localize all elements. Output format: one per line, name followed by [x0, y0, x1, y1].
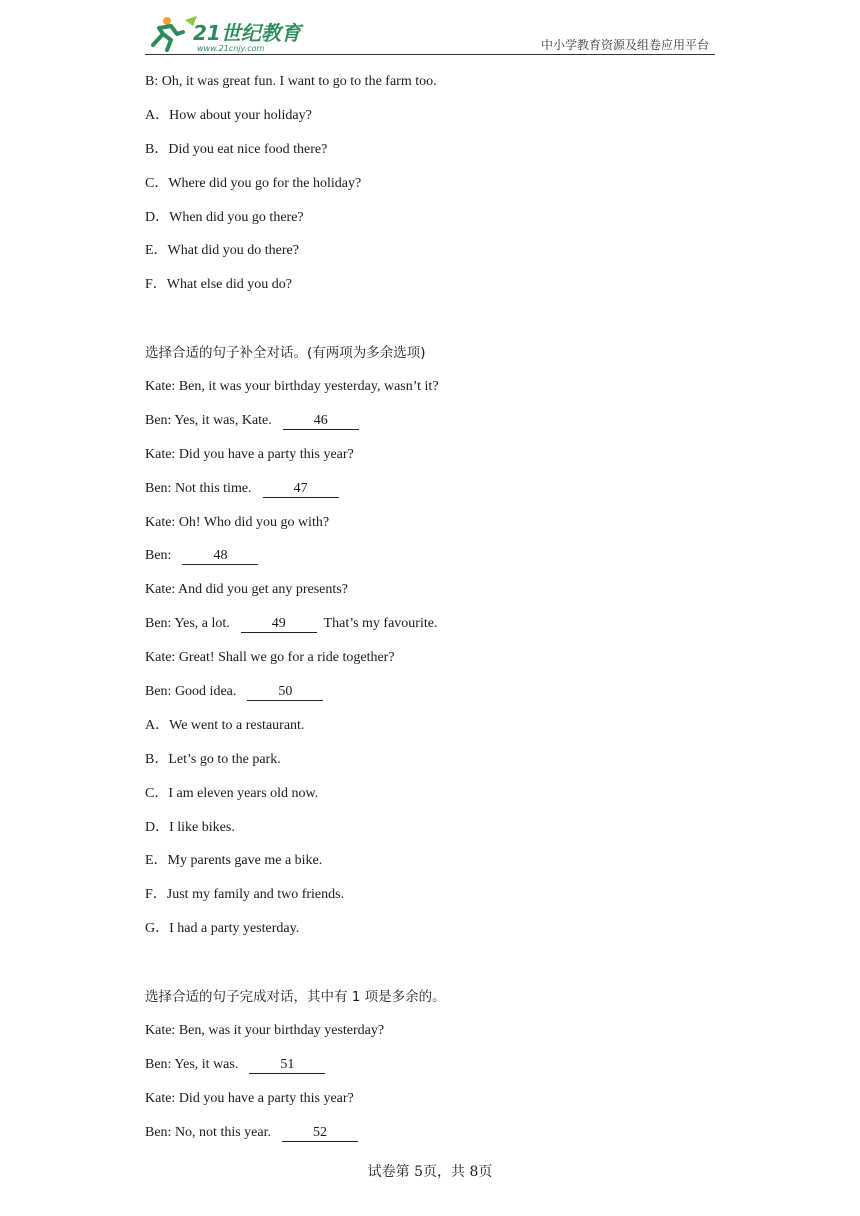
platform-title: 中小学教育资源及组卷应用平台	[540, 38, 709, 52]
text-line	[145, 750, 745, 784]
line-text: Ben: Yes, a lot.	[145, 616, 230, 632]
section-gap	[145, 309, 745, 343]
text-line	[145, 716, 745, 750]
text-line	[145, 106, 745, 140]
line-text: Kate: Great! Shall we go for a ride together?	[145, 650, 395, 666]
line-text: C．I am eleven years old now.	[145, 785, 319, 801]
line-text: 选择合适的句子完成对话，其中有 1 项是多余的。	[145, 989, 446, 1006]
answer-blank[interactable]: 46	[283, 413, 359, 430]
line-text: Ben: Good idea.	[145, 684, 237, 700]
line-text: B: Oh, it was great fun. I want to go to the farm too.	[145, 74, 437, 89]
line-text: Ben: Yes, it was, Kate.	[145, 412, 272, 428]
line-text: Kate: And did you get any presents?	[145, 582, 348, 598]
text-line	[145, 885, 745, 919]
answer-blank[interactable]: 51	[249, 1057, 325, 1074]
line-text: E．My parents gave me a bike.	[145, 853, 323, 869]
runner-icon	[153, 16, 197, 50]
text-line	[145, 241, 745, 275]
page-number: 试卷第 5页，共 8页	[367, 1164, 493, 1180]
line-text: E．What did you do there?	[145, 243, 299, 259]
line-text-after-blank: That’s my favourite.	[323, 616, 438, 632]
text-line	[145, 851, 745, 885]
line-text: Kate: Ben, it was your birthday yesterday, wasn’t it?	[145, 379, 439, 395]
logo-text: 21世纪教育	[193, 21, 301, 45]
page-header	[145, 12, 715, 55]
21cnjy-logo	[145, 12, 315, 54]
section-gap	[145, 953, 745, 987]
dialogue-line-with-blank	[145, 682, 745, 716]
line-text: F．What else did you do?	[145, 277, 292, 293]
text-line	[145, 275, 745, 309]
line-text: B．Let’s go to the park.	[145, 751, 281, 767]
text-line	[145, 174, 745, 208]
line-text: B．Did you eat nice food there?	[145, 141, 328, 157]
line-text: Ben: No, not this year.	[145, 1124, 271, 1140]
line-text: Ben: Yes, it was.	[145, 1056, 239, 1072]
line-text: A．How about your holiday?	[145, 107, 312, 123]
text-line	[145, 445, 745, 479]
answer-blank[interactable]: 52	[282, 1125, 358, 1142]
text-line	[145, 513, 745, 547]
text-line	[145, 208, 745, 242]
line-text: A．We went to a restaurant.	[145, 717, 305, 733]
answer-blank[interactable]: 47	[263, 481, 339, 498]
section-instruction	[145, 987, 745, 1021]
line-text: D．I like bikes.	[145, 819, 235, 835]
answer-blank[interactable]: 48	[182, 548, 258, 565]
dialogue-line-with-blank	[145, 1123, 745, 1157]
text-line	[145, 919, 745, 953]
line-text: 选择合适的句子补全对话。(有两项为多余选项)	[145, 345, 426, 362]
text-line	[145, 72, 745, 106]
dialogue-line-with-blank	[145, 1055, 745, 1089]
line-text: Kate: Did you have a party this year?	[145, 1090, 354, 1106]
page-footer	[0, 1161, 860, 1181]
line-text: F．Just my family and two friends.	[145, 887, 345, 903]
text-line	[145, 818, 745, 852]
line-text: Ben: Not this time.	[145, 480, 252, 496]
line-text: D．When did you go there?	[145, 209, 304, 225]
text-line	[145, 140, 745, 174]
text-line	[145, 1089, 745, 1123]
dialogue-line-with-blank	[145, 411, 745, 445]
answer-blank[interactable]: 49	[241, 616, 317, 633]
text-line	[145, 784, 745, 818]
line-text: Kate: Did you have a party this year?	[145, 446, 354, 462]
line-text: Kate: Oh! Who did you go with?	[145, 514, 330, 530]
text-line	[145, 580, 745, 614]
section-instruction	[145, 343, 745, 377]
dialogue-line-with-blank	[145, 546, 745, 580]
line-text: Kate: Ben, was it your birthday yesterday?	[145, 1022, 385, 1038]
dialogue-line-with-blank	[145, 479, 745, 513]
text-line	[145, 1021, 745, 1055]
dialogue-line-with-blank	[145, 614, 745, 648]
text-line	[145, 377, 745, 411]
answer-blank[interactable]: 50	[247, 684, 323, 701]
text-line	[145, 648, 745, 682]
logo-url: www.21cnjy.com	[197, 44, 265, 53]
line-text: C．Where did you go for the holiday?	[145, 175, 362, 191]
line-text: G．I had a party yesterday.	[145, 921, 300, 937]
line-text: Ben:	[145, 548, 172, 564]
exam-content	[145, 72, 745, 1157]
